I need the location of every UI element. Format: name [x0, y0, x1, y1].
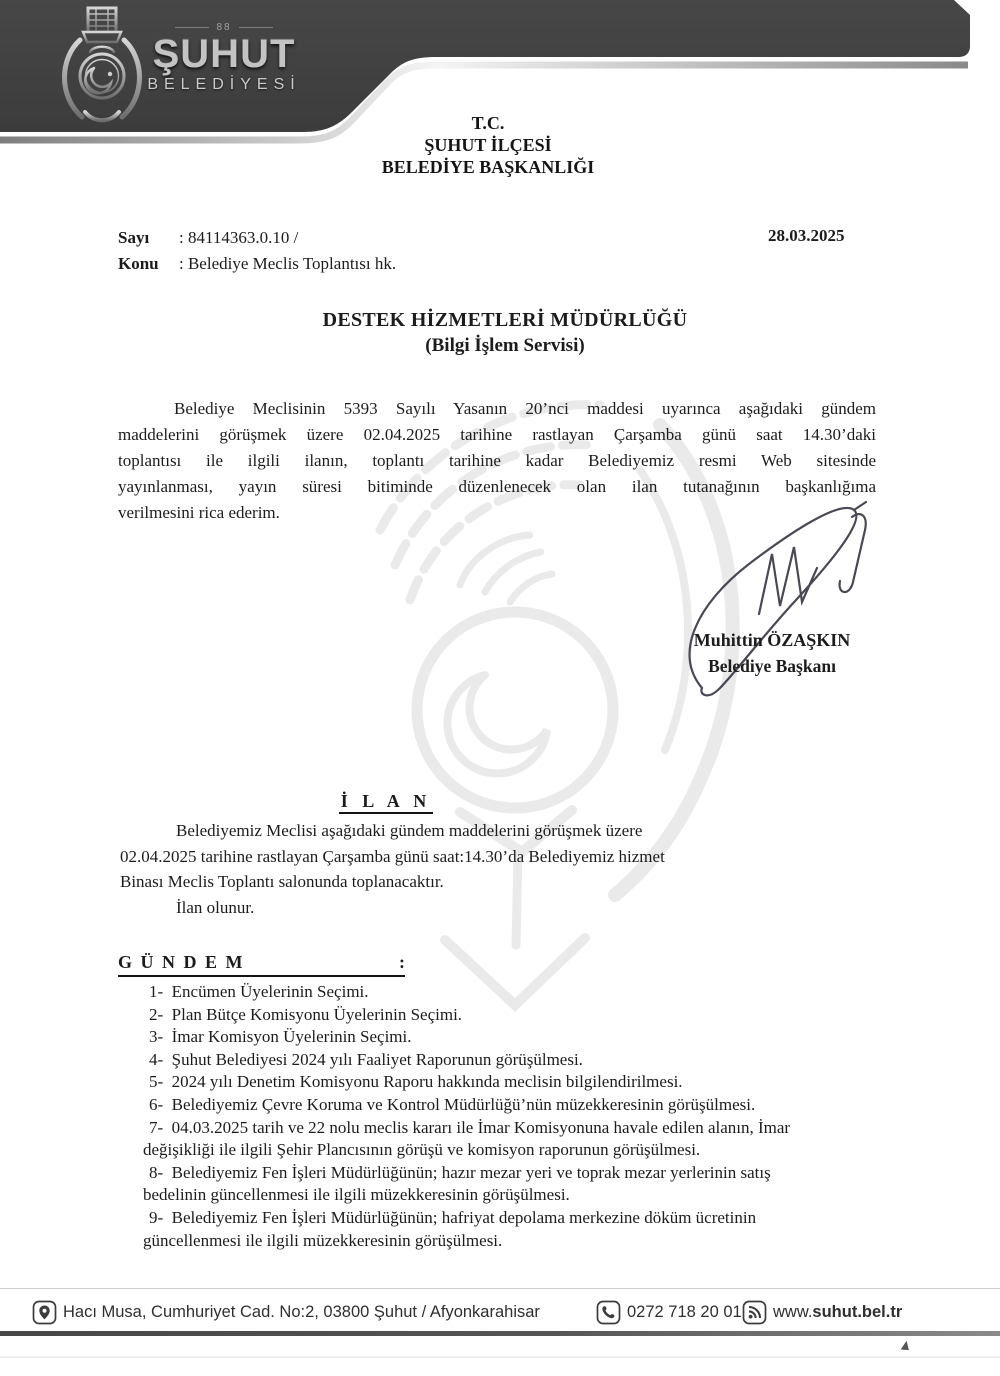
- konu-value: : Belediye Meclis Toplantısı hk.: [179, 254, 397, 273]
- gundem-heading-text: G Ü N D E M: [118, 952, 245, 972]
- footer-phone-text: 0272 718 20 01: [627, 1302, 742, 1321]
- gundem-heading-underline: [118, 952, 405, 977]
- gundem-heading: [118, 952, 405, 977]
- body-line: maddelerini görüşmek üzere 02.04.2025 tarihine rastlayan Çarşamba günü saat 14.30’daki: [118, 425, 876, 444]
- body-line: yayınlanması, yayın süresi bitiminde düzenlenecek olan ilan tutanağının başkanlığıma: [118, 477, 876, 496]
- ilan-line: 02.04.2025 tarihine rastlayan Çarşamba günü saat:14.30’da Belediyemiz hizmet: [120, 846, 665, 866]
- footer-phone: [596, 1299, 742, 1325]
- title-line2: (Bilgi İşlem Servisi): [425, 335, 585, 356]
- footer-website-domain: suhut.bel.tr: [812, 1302, 903, 1321]
- title-line1: DESTEK HİZMETLERİ MÜDÜRLÜĞÜ: [322, 309, 688, 331]
- footer-address-text: Hacı Musa, Cumhuriyet Cad. No:2, 03800 Şuhut / Afyonkarahisar: [63, 1302, 540, 1321]
- konu-label: Konu: [118, 254, 159, 273]
- logo-year-text: 88: [216, 22, 232, 33]
- body-line: verilmesini rica ederim.: [118, 503, 280, 522]
- ilan-heading: [0, 791, 772, 812]
- gundem-heading-colon: :: [399, 952, 405, 972]
- logo-year-line: [175, 27, 209, 28]
- footer-website-prefix: www.: [773, 1302, 813, 1321]
- logo-subtitle: BELEDİYESİ: [147, 76, 301, 93]
- gundem-item-line: 5- 2024 yılı Denetim Komisyonu Raporu hakkında meclisin bilgilendirilmesi.: [149, 1072, 683, 1092]
- gundem-item-line: bedelinin güncellenmesi ile ilgili müzekkeresinin görüşülmesi.: [143, 1185, 570, 1205]
- letterhead-tc: T.C.: [471, 113, 505, 133]
- footer-faint-rule: [0, 1356, 1000, 1358]
- letterhead-district: ŞUHUT İLÇESİ: [424, 135, 552, 155]
- document-date: 28.03.2025: [768, 226, 845, 245]
- location-pin-icon: [32, 1300, 57, 1325]
- footer-website-text: [773, 1303, 902, 1322]
- footer-address: [32, 1299, 540, 1325]
- rss-icon: [742, 1300, 767, 1325]
- gundem-item-line: 4- Şuhut Belediyesi 2024 yılı Faaliyet Raporunun görüşülmesi.: [149, 1049, 583, 1069]
- ilan-heading-text: İ L A N: [339, 791, 434, 814]
- gundem-item-line: 8- Belediyemiz Fen İşleri Müdürlüğünün; hazır mezar yeri ve toprak mezar yerlerinin satış: [149, 1162, 771, 1182]
- signature-title: Belediye Başkanı: [708, 656, 836, 676]
- ilan-line: Binası Meclis Toplantı salonunda toplanacaktır.: [120, 872, 444, 891]
- body-line: Belediye Meclisinin 5393 Sayılı Yasanın 20’nci maddesi uyarınca aşağıdaki gündem: [174, 399, 876, 418]
- gundem-item-line: 9- Belediyemiz Fen İşleri Müdürlüğünün; hafriyat depolama merkezine döküm ücretinin: [149, 1207, 757, 1227]
- gundem-item-line: 3- İmar Komisyon Üyelerinin Seçimi.: [149, 1027, 412, 1047]
- gundem-item-line: 6- Belediyemiz Çevre Koruma ve Kontrol Müdürlüğü’nün müzekkeresinin görüşülmesi.: [149, 1094, 756, 1114]
- logo-name: ŞUHUT: [152, 32, 296, 76]
- signature-name: Muhittin ÖZAŞKIN: [693, 630, 851, 650]
- gundem-item-line: değişikliği ile ilgili Şehir Plancısının görüşü ve komisyon raporunun görüşülmesi.: [143, 1140, 701, 1160]
- logo-year-line: [239, 27, 273, 28]
- gundem-list: [118, 981, 908, 1252]
- gundem-item-line: 7- 04.03.2025 tarih ve 22 nolu meclis kararı ile İmar Komisyonuna havale edilen alanın, İmar: [149, 1117, 791, 1137]
- gundem-item-line: 1- Encümen Üyelerinin Seçimi.: [149, 982, 369, 1001]
- ilan-closing: İlan olunur.: [176, 897, 255, 917]
- sayi-value: : 84114363.0.10 /: [179, 228, 299, 247]
- ilan-paragraph: [120, 818, 800, 920]
- gundem-item-line: güncellenmesi ile ilgili müzekkeresinin görüşülmesi.: [143, 1230, 503, 1250]
- scan-artifact-mark: [900, 1340, 912, 1352]
- footer-bottom-rule: [0, 1331, 1000, 1336]
- letterhead-office: BELEDİYE BAŞKANLIĞI: [381, 157, 595, 177]
- footer-website: [742, 1299, 902, 1325]
- gundem-item-line: 2- Plan Bütçe Komisyonu Üyelerinin Seçimi.: [149, 1004, 463, 1024]
- body-line: toplantısı ile ilgili ilanın, toplantı tarihine kadar Belediyemiz resmi Web sitesinde: [118, 451, 876, 470]
- footer-top-rule: [0, 1288, 1000, 1289]
- ilan-line: Belediyemiz Meclisi aşağıdaki gündem maddelerini görüşmek üzere: [176, 821, 643, 840]
- document-title: [5, 309, 1000, 357]
- phone-icon: [596, 1300, 621, 1325]
- municipality-logo: [146, 22, 302, 94]
- letterhead: [0, 112, 976, 178]
- sayi-label: Sayı: [118, 228, 150, 247]
